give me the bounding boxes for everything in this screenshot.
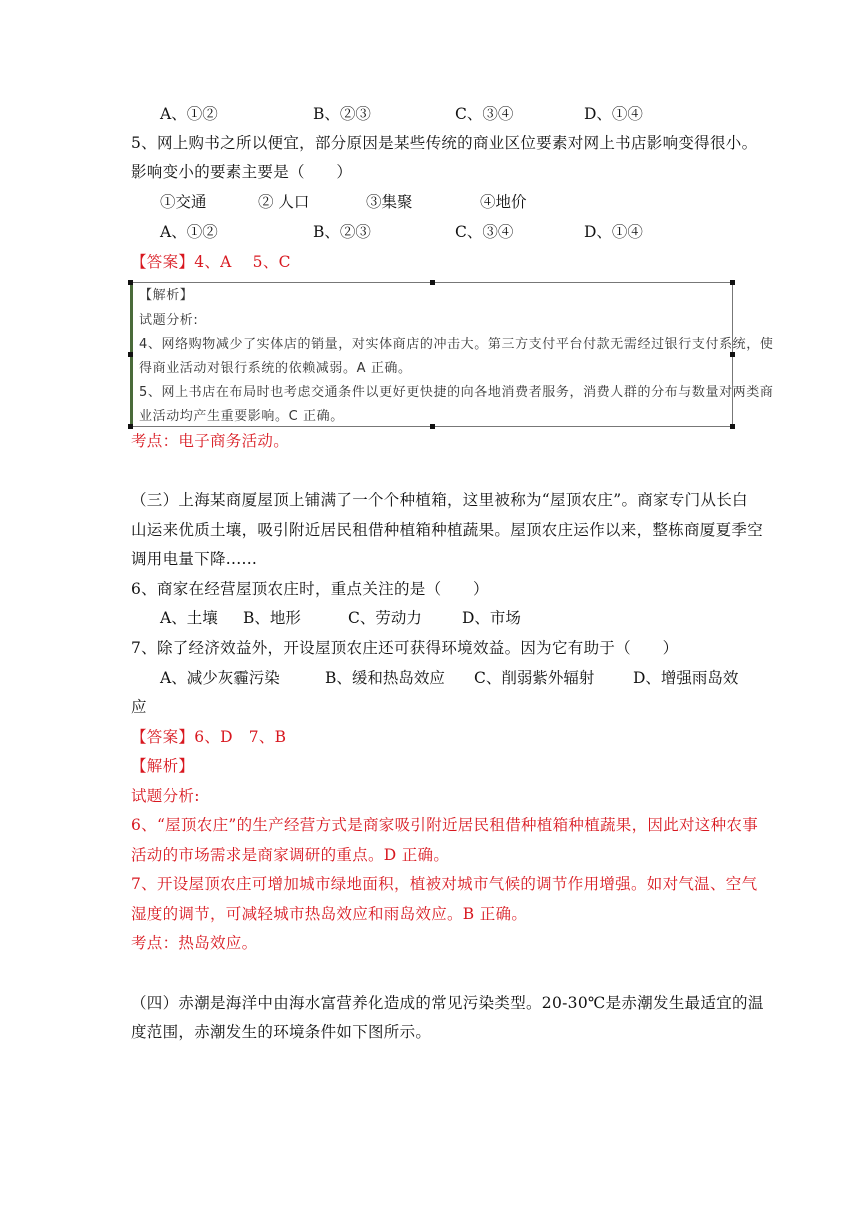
q7-option-b: B、缓和热岛效应 bbox=[325, 669, 445, 687]
q7-option-c: C、削弱紫外辐射 bbox=[474, 669, 595, 687]
section3-line3: 调用电量下降...... bbox=[131, 550, 258, 568]
q6-option-c: C、劳动力 bbox=[348, 609, 422, 627]
analysis-heading: 【解析】 bbox=[131, 757, 195, 775]
q4-option-a: A、①② bbox=[160, 105, 218, 123]
resize-handle-icon[interactable] bbox=[730, 280, 735, 285]
analysis-line4: 湿度的调节，可减轻城市热岛效应和雨岛效应。B 正确。 bbox=[131, 905, 528, 923]
resize-handle-icon[interactable] bbox=[128, 280, 133, 285]
q5-item-4: ④地价 bbox=[480, 193, 527, 211]
q4-option-d: D、①④ bbox=[584, 105, 643, 123]
analysis-image-line: 试题分析: bbox=[139, 313, 199, 328]
answer-1: 【答案】4、A 5、C bbox=[131, 253, 291, 271]
analysis-line1: 6、“屋顶农庄”的生产经营方式是商家吸引附近居民租借种植箱种植蔬果，因此对这种农事 bbox=[131, 816, 759, 834]
analysis-image-line: 得商业活动对银行系统的依赖减弱。A 正确。 bbox=[139, 361, 412, 376]
analysis-line3: 7、开设屋顶农庄可增加城市绿地面积，植被对城市气候的调节作用增强。如对气温、空气 bbox=[131, 875, 758, 893]
q5-stem-line2: 影响变小的要素主要是（ ） bbox=[131, 163, 353, 181]
analysis-image-line: 【解析】 bbox=[139, 288, 194, 303]
q6-option-b: B、地形 bbox=[243, 609, 301, 627]
resize-handle-icon[interactable] bbox=[128, 424, 133, 429]
kaodian-2: 考点：热岛效应。 bbox=[131, 934, 258, 952]
q7-option-d-wrap: 应 bbox=[131, 698, 147, 716]
q5-stem-line1: 5、网上购书之所以便宜，部分原因是某些传统的商业区位要素对网上书店影响变得很小。 bbox=[131, 134, 758, 152]
q7-option-d: D、增强雨岛效 bbox=[633, 669, 739, 687]
q6-option-a: A、土壤 bbox=[160, 609, 218, 627]
resize-handle-icon[interactable] bbox=[128, 352, 133, 357]
q5-item-1: ①交通 bbox=[160, 193, 207, 211]
section4-line1: （四）赤潮是海洋中由海水富营养化造成的常见污染类型。20-30℃是赤潮发生最适宜的温 bbox=[131, 994, 764, 1012]
answer-2: 【答案】6、D 7、B bbox=[131, 728, 287, 746]
q7-stem: 7、除了经济效益外，开设屋顶农庄还可获得环境效益。因为它有助于（ ） bbox=[131, 639, 679, 657]
q5-option-b: B、②③ bbox=[313, 223, 371, 241]
q5-option-a: A、①② bbox=[160, 223, 218, 241]
kaodian-1: 考点：电子商务活动。 bbox=[131, 432, 290, 450]
resize-handle-icon[interactable] bbox=[730, 352, 735, 357]
q4-option-b: B、②③ bbox=[313, 105, 371, 123]
analysis-image-line: 5、网上书店在布局时也考虑交通条件以更好更快捷的向各地消费者服务，消费人群的分布与数量对两类商 bbox=[139, 385, 774, 400]
q5-option-c: C、③④ bbox=[455, 223, 514, 241]
resize-handle-icon[interactable] bbox=[430, 280, 435, 285]
analysis-image[interactable] bbox=[130, 282, 774, 427]
analysis-image-line: 4、网络购物减少了实体店的销量，对实体商店的冲击大。第三方支付平台付款无需经过银行支付系统，使 bbox=[139, 337, 774, 352]
q4-option-c: C、③④ bbox=[455, 105, 514, 123]
resize-handle-icon[interactable] bbox=[430, 424, 435, 429]
section3-line2: 山运来优质土壤，吸引附近居民租借种植箱种植蔬果。屋顶农庄运作以来，整栋商厦夏季空 bbox=[131, 521, 764, 539]
q6-stem: 6、商家在经营屋顶农庄时，重点关注的是（ ） bbox=[131, 580, 489, 598]
q5-item-2: ② 人口 bbox=[258, 193, 310, 211]
analysis-line2: 活动的市场需求是商家调研的重点。D 正确。 bbox=[131, 846, 450, 864]
q5-option-d: D、①④ bbox=[584, 223, 643, 241]
analysis-sub: 试题分析: bbox=[131, 787, 200, 805]
analysis-image-line: 业活动均产生重要影响。C 正确。 bbox=[139, 409, 344, 424]
q7-option-a: A、减少灰霾污染 bbox=[160, 669, 280, 687]
resize-handle-icon[interactable] bbox=[730, 424, 735, 429]
section4-line2: 度范围，赤潮发生的环境条件如下图所示。 bbox=[131, 1023, 432, 1041]
q5-item-3: ③集聚 bbox=[366, 193, 413, 211]
section3-line1: （三）上海某商厦屋顶上铺满了一个个种植箱，这里被称为“屋顶农庄”。商家专门从长白 bbox=[131, 491, 748, 509]
q6-option-d: D、市场 bbox=[462, 609, 521, 627]
